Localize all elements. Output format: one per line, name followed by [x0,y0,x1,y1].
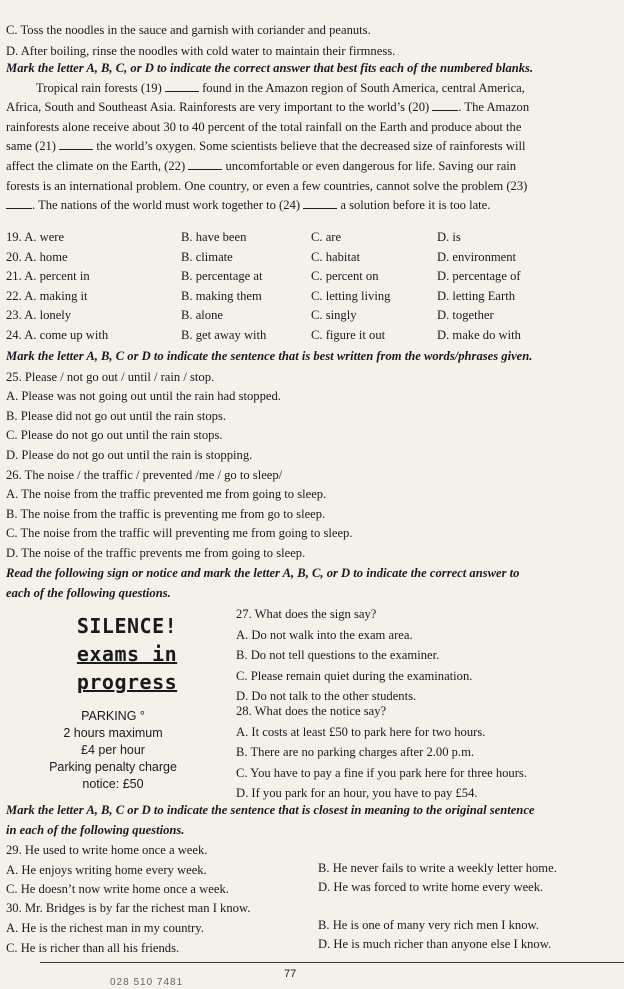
option-29b: B. He never fails to write a weekly letter home. [318,860,557,875]
cloze-section [6,60,610,214]
question-25: 25. Please / not go out / until / rain / stop. [6,369,215,384]
blank-22 [188,159,222,170]
option-26d: D. The noise of the traffic prevents me from going to sleep. [6,546,306,561]
sentence-building-section [6,348,610,562]
option-26a: A. The noise from the traffic prevented me from going to sleep. [6,487,327,502]
parking-notice-title: PARKING ° [81,709,145,723]
question-26: 26. The noise / the traffic / prevented /me / go to sleep/ [6,467,283,482]
blank-19 [165,81,199,92]
closest-instruction-line-1: Mark the letter A, B, C or D to indicate the sentence that is closest in meaning to the original sentence [6,803,535,817]
option-25d: D. Please do not go out until the rain is stopping. [6,448,253,463]
option-30a: A. He is the richest man in my country. [6,921,204,936]
silence-sign-line-1: SILENCE! [76,614,178,638]
option-26c: C. The noise from the traffic will preventing me from going to sleep. [6,526,353,541]
question-27-block [236,606,616,705]
blank-21 [59,139,93,150]
option-27a: A. Do not walk into the exam area. [236,627,413,642]
closest-instruction-line-2: in each of the following questions. [6,822,185,837]
option-29d: D. He was forced to write home every week. [318,879,544,894]
option-25a: A. Please was not going out until the rain had stopped. [6,389,281,404]
option-25c: C. Please do not go out until the rain stops. [6,428,223,443]
option-29a: A. He enjoys writing home every week. [6,862,207,877]
silence-sign-line-2: exams in [76,642,178,666]
passage-line-7: . The nations of the world must work together to (24) a solution before it is too late. [6,197,610,214]
options-row-22: 22. A. making it B. making them C. letting living D. letting Earth [6,288,515,303]
option-c: C. Toss the noodles in the sauce and garnish with coriander and peanuts. [6,23,371,37]
sentence-instruction: Mark the letter A, B, C or D to indicate the sentence that is best written from the words/phrases given. [6,349,533,363]
blank-23 [6,198,32,209]
option-28d: D. If you park for an hour, you have to pay £54. [236,786,478,801]
question-28-block [236,703,616,802]
cloze-instruction: Mark the letter A, B, C, or D to indicate the correct answer that best fits each of the numbered blanks. [6,61,534,75]
options-row-20: 20. A. home B. climate C. habitat D. environment [6,249,517,264]
option-27c: C. Please remain quiet during the examination. [236,668,473,683]
question-30: 30. Mr. Bridges is by far the richest man I know. [6,900,251,915]
options-row-24: 24. A. come up with B. get away with C. figure it out D. make do with [6,328,521,343]
page-number: 77 [284,968,297,980]
footer-code: 028 510 7481 [110,977,184,988]
passage-line-6: forests is an international problem. One country, or even a few countries, cannot solve the problem (23) [6,178,528,193]
option-28a: A. It costs at least £50 to park here for two hours. [236,724,486,739]
passage-line-1: Tropical rain forests (19) found in the Amazon region of South America, central America, [36,80,525,95]
passage-line-5: affect the climate on the Earth, (22) uncomfortable or even dangerous for life. Saving our rain [6,159,517,174]
option-28b: B. There are no parking charges after 2.00 p.m. [236,745,475,760]
previous-question-options [6,22,610,59]
option-30d: D. He is much richer than anyone else I know. [318,937,552,952]
question-28: 28. What does the notice say? [236,704,387,718]
option-25b: B. Please did not go out until the rain stops. [6,408,227,423]
passage-line-4: same (21) the world’s oxygen. Some scientists believe that the decreased size of rainforests will [6,139,526,154]
option-27b: B. Do not tell questions to the examiner. [236,648,440,663]
signs-instruction-line-2: each of the following questions. [6,585,171,600]
option-28c: C. You have to pay a fine if you park here for three hours. [236,765,527,780]
option-26b: B. The noise from the traffic is preventing me from go to sleep. [6,506,326,521]
blank-24 [303,198,337,209]
option-d: D. After boiling, rinse the noodles with cold water to maintain their firmness. [6,43,396,58]
option-29c: C. He doesn’t now write home once a week. [6,881,229,896]
passage-line-2: Africa, South and Southeast Asia. Rainforests are very important to the world’s (20) . The Amazon [6,100,530,115]
silence-sign-line-3: progress [76,670,178,694]
question-29: 29. He used to write home once a week. [6,843,208,858]
option-30b: B. He is one of many very rich men I know. [318,918,539,933]
closest-meaning-section [6,802,610,955]
signs-section [6,565,610,601]
footer-divider [40,962,624,963]
parking-notice: PARKING ° 2 hours maximum £4 per hour Parking penalty charge notice: £50 [18,708,208,793]
blank-20 [432,100,458,111]
options-row-23: 23. A. lonely B. alone C. singly D. together [6,308,494,323]
options-row-19: 19. A. were B. have been C. are D. is [6,230,461,244]
silence-sign [62,612,192,696]
passage-line-3: rainforests alone receive about 30 to 40 percent of the total rainfall on the Earth and produce about the [6,119,522,134]
cloze-options [6,229,610,344]
signs-instruction-line-1: Read the following sign or notice and mark the letter A, B, C, or D to indicate the correct answer to [6,566,520,580]
option-27d: D. Do not talk to the other students. [236,689,417,704]
options-row-21: 21. A. percent in B. percentage at C. percent on D. percentage of [6,269,521,284]
question-27: 27. What does the sign say? [236,607,377,621]
option-30c: C. He is richer than all his friends. [6,941,180,956]
